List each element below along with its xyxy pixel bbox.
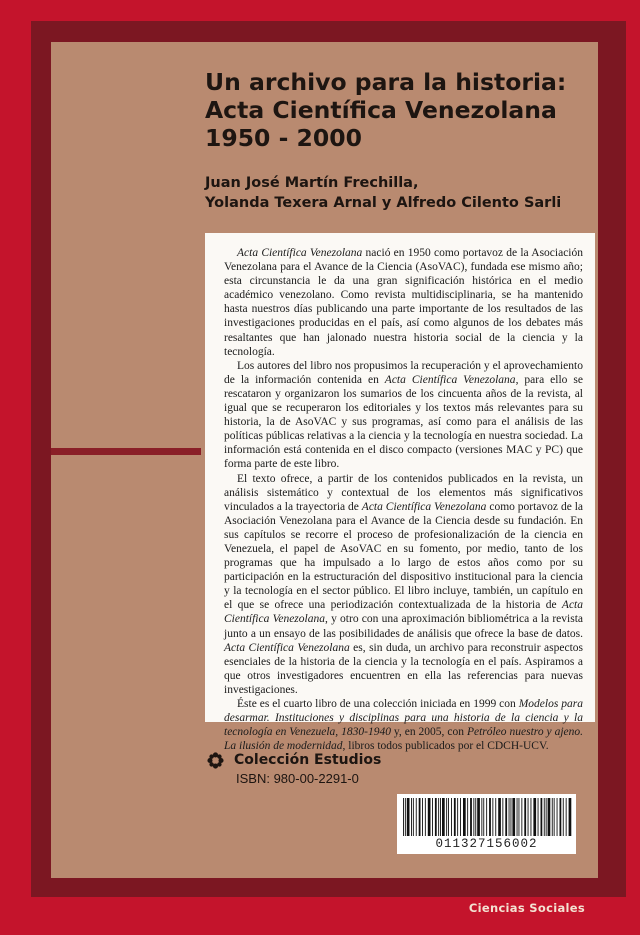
barcode-bar <box>413 798 414 836</box>
barcode-bar <box>557 798 558 836</box>
barcode-bar <box>486 798 487 836</box>
barcode-bar <box>492 798 493 836</box>
collection-block <box>207 750 381 770</box>
flower-emblem-icon <box>207 752 224 769</box>
barcode-bar <box>517 798 518 836</box>
barcode-bar <box>422 798 423 836</box>
barcode-bar <box>512 798 515 836</box>
barcode-bar <box>425 798 426 836</box>
barcode-bar <box>481 798 482 836</box>
barcode-bar <box>489 798 491 836</box>
barcode-bar <box>538 798 539 836</box>
barcode-bar <box>524 798 526 836</box>
barcode-bar <box>483 798 484 836</box>
author-line: Yolanda Texera Arnal y Alfredo Cilento Sarli <box>205 195 562 211</box>
barcode-bar <box>477 798 480 836</box>
barcode-bar <box>560 798 562 836</box>
barcode-bar <box>544 798 545 836</box>
barcode-bar <box>552 798 553 836</box>
barcode-bar <box>498 798 501 836</box>
barcode-bar <box>403 798 404 836</box>
barcode-bar <box>548 798 551 836</box>
barcode-bar <box>428 798 431 836</box>
barcode <box>397 794 576 854</box>
barcode-bar <box>473 798 474 836</box>
author-line: Juan José Martín Frechilla, <box>205 175 419 191</box>
barcode-digits: 011327156002 <box>435 837 538 851</box>
barcode-bar <box>460 798 461 836</box>
blurb-paragraph: Los autores del libro nos propusimos la recuperación y el aprovechamiento de la información contenida en Acta Científica Venezolana, para ello se rescataron y organizaron los sumarios de los cincuenta años de la revista, al igual que se recuperaron los editoriales y los textos más relevantes para su historia, la de AsoVAC y sus programas, así como para el análisis de las políticas públicas relativas a la ciencia y la tecnología en nuestra sociedad. La información está contenida en el disco compacto (versiones MAC y PC) que forma parte de este libro. <box>224 359 583 471</box>
barcode-bar <box>495 798 496 836</box>
barcode-bar <box>569 798 572 836</box>
blurb-paragraph: Éste es el cuarto libro de una colección iniciada en 1999 con Modelos para desarmar. Instituciones y disciplinas para una historia de la ciencia y la tecnología en Venezuela, 1830-1940 y, en 2005, con Petróleo nuestro y ajeno. La ilusión de modernidad, libros todos publicados por el CDCH-UCV. <box>224 698 583 753</box>
barcode-bar <box>411 798 412 836</box>
barcode-bar <box>454 798 456 836</box>
panel-divider <box>51 448 201 455</box>
barcode-bar <box>419 798 421 836</box>
barcode-bar <box>531 798 532 836</box>
book-title <box>205 68 605 152</box>
barcode-bar <box>521 798 522 836</box>
barcode-bar <box>511 798 512 836</box>
book-authors <box>205 173 605 213</box>
barcode-bar <box>563 798 564 836</box>
barcode-bar <box>509 798 510 836</box>
barcode-bar <box>566 798 567 836</box>
title-line: 1950 - 2000 <box>205 124 362 152</box>
blurb-paragraph: Acta Científica Venezolana nació en 1950 como portavoz de la Asociación Venezolana para el Avance de la Ciencia (AsoVAC), fundada ese mismo año; esta circunstancia le da una gran significación histórica en el medio académico venezolano. Como revista multidisciplinaria, se ha mantenido hasta nuestros días publicando una parte importante de los resultados de las investigaciones producidas en el país, así como algunos de los debates más resaltantes que han jalonado nuestra historia social de la ciencia y la tecnología. <box>224 247 584 358</box>
barcode-bar <box>505 798 507 836</box>
barcode-bar <box>451 798 452 836</box>
barcode-bar <box>446 798 447 836</box>
barcode-bar <box>405 798 406 836</box>
barcode-bar <box>546 798 547 836</box>
title-line: Acta Científica Venezolana <box>205 96 557 124</box>
barcode-bar <box>528 798 529 836</box>
barcode-bars <box>401 798 572 836</box>
collection-label: Colección Estudios <box>234 752 382 768</box>
barcode-bar <box>554 798 555 836</box>
barcode-bar <box>432 798 433 836</box>
barcode-bar <box>463 798 466 836</box>
barcode-bar <box>467 798 468 836</box>
barcode-bar <box>440 798 441 836</box>
blurb-paragraph: El texto ofrece, a partir de los contenidos publicados en la revista, un análisis sistemático y contextual de los elementos más significativos vinculados a la trayectoria de Acta Científica Venezolana como portavoz de la Asociación Venezolana para el Avance de la Ciencia desde su fundación. En sus capítulos se recorre el proceso de profesionalización de la ciencia en Venezuela, el papel de AsoVAC en su fomento, por medio, tanto de los programas que ha impulsado a lo largo de estos años como por su participación en la estructuración del dispositivo institucional para la ciencia y la tecnología en el sector público. El libro incluye, también, un capítulo en el que se ofrece una periodización contextualizada de la historia de Acta Científica Venezolana, y otro con una aproximación bibliométrica a la revista junto a un ensayo de las posibilidades de análisis que ofrece la base de datos. Acta Científica Venezolana es, sin duda, un archivo para reconstruir aspectos esenciales de la historia de la ciencia y la tecnología en el país. Aspiramos a que otros investigadores encuentren en ella las referencias para nuevas investigaciones. <box>224 472 584 696</box>
isbn-text: ISBN: 980-00-2291-0 <box>236 771 359 786</box>
barcode-bar <box>475 798 476 836</box>
barcode-bar <box>519 798 520 836</box>
barcode-bar <box>435 798 437 836</box>
barcode-bar <box>407 798 410 836</box>
barcode-bar <box>457 798 458 836</box>
barcode-bar <box>438 798 439 836</box>
series-label: Ciencias Sociales <box>468 901 585 915</box>
barcode-bar <box>470 798 472 836</box>
barcode-bar <box>502 798 503 836</box>
barcode-bar <box>448 798 449 836</box>
barcode-bar <box>533 798 536 836</box>
blurb-box <box>205 233 595 753</box>
barcode-bar <box>541 798 543 836</box>
title-line: Un archivo para la historia: <box>205 68 567 96</box>
barcode-bar <box>416 798 417 836</box>
barcode-bar <box>442 798 445 836</box>
